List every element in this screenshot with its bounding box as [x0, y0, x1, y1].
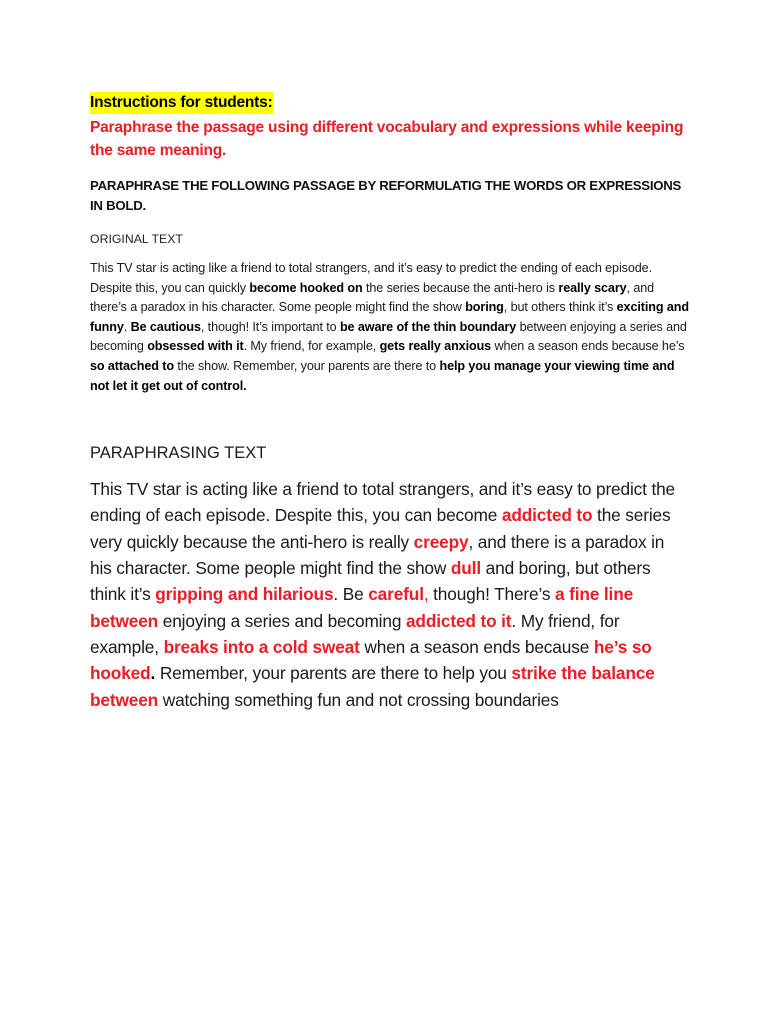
original-text-segment: , and there’s a paradox in his character. Some people might find the show — [90, 280, 655, 315]
paraphrase-text-segment: dull — [450, 558, 481, 579]
task-title: PARAPHRASE THE FOLLOWING PASSAGE BY REFORMULATIG THE WORDS OR EXPRESSIONS IN BOLD. — [90, 178, 682, 213]
original-text-segment: This TV star is acting like a friend to total strangers, and it’s easy to predict the ending of each episode. Despite this, you can quickly — [90, 261, 652, 295]
paraphrase-text-segment: creepy — [413, 531, 469, 552]
paraphrase-text-segment: when a season ends because — [359, 636, 594, 657]
original-text-segment: help you manage your viewing time and not let it get out of control. — [90, 358, 675, 393]
original-text-segment: , but others think it’s — [503, 300, 617, 315]
original-text-segment: exciting and funny — [90, 300, 689, 334]
original-text-segment: Be cautious — [130, 319, 201, 334]
paraphrase-text-segment: . Be — [333, 584, 369, 605]
original-text-segment: obsessed with it — [147, 339, 244, 354]
original-text-passage — [90, 259, 690, 396]
paraphrase-text-segment: . — [150, 663, 156, 684]
paraphrase-text-segment: and boring, but others think it’s — [90, 558, 651, 605]
paraphrasing-text-label: PARAPHRASING TEXT — [90, 444, 267, 463]
original-text-segment: . — [123, 319, 131, 334]
paraphrase-text-segment: he’s so hooked — [90, 636, 652, 684]
paraphrase-text-segment: breaks into a cold sweat — [163, 636, 360, 657]
original-text-segment: when a season ends because he’s — [491, 339, 685, 354]
original-text-label: ORIGINAL TEXT — [90, 232, 183, 246]
paraphrase-text-segment: careful — [368, 584, 424, 605]
paraphrase-text-segment: addicted to — [501, 505, 593, 526]
original-text-segment: become hooked on — [249, 280, 363, 295]
paraphrase-text-segment: Remember, your parents are there to help you — [155, 663, 512, 684]
paraphrase-text-segment: , and there is a paradox in his character. Some people might find the show — [90, 531, 665, 579]
paraphrase-text-segment: though! There’s — [428, 584, 556, 605]
original-text-segment: between enjoying a series and becoming — [90, 319, 687, 354]
original-text-segment: so attached to — [90, 358, 174, 373]
original-text-segment: the show. Remember, your parents are there to — [173, 358, 440, 373]
original-text-segment: the series because the anti-hero is — [362, 280, 559, 295]
original-text-segment: boring — [465, 300, 504, 315]
paraphrase-text-segment: the series very quickly because the anti-hero is really — [90, 505, 671, 552]
paraphrasing-text-passage — [90, 476, 690, 713]
original-text-segment: be aware of the thin boundary — [339, 319, 517, 334]
original-text-segment: . My friend, for example, — [243, 339, 380, 354]
original-text-segment: , though! It’s important to — [200, 319, 340, 334]
paraphrase-text-segment: a fine line between — [90, 584, 634, 631]
document-page — [90, 92, 690, 713]
paraphrase-text-segment: , — [423, 584, 429, 605]
instructions-heading: Instructions for students: — [90, 92, 273, 114]
instructions-text: Paraphrase the passage using different vocabulary and expressions while keeping the same meaning. — [90, 119, 684, 159]
instructions-block — [90, 92, 690, 114]
paraphrase-text-segment: strike the balance between — [90, 663, 655, 710]
paraphrase-text-segment: gripping and hilarious — [155, 584, 334, 605]
paraphrase-text-segment: enjoying a series and becoming — [158, 610, 406, 631]
paraphrase-text-segment: . My friend, for example, — [90, 610, 620, 657]
paraphrase-text-segment: watching something fun and not crossing boundaries — [158, 689, 559, 710]
original-text-segment: gets really anxious — [379, 339, 492, 354]
paraphrase-text-segment: addicted to it — [405, 610, 512, 631]
original-text-segment: really scary — [558, 280, 627, 295]
paraphrase-text-segment: This TV star is acting like a friend to total strangers, and it’s easy to predict the ending of each episode. Despite this, you can become — [90, 479, 676, 526]
